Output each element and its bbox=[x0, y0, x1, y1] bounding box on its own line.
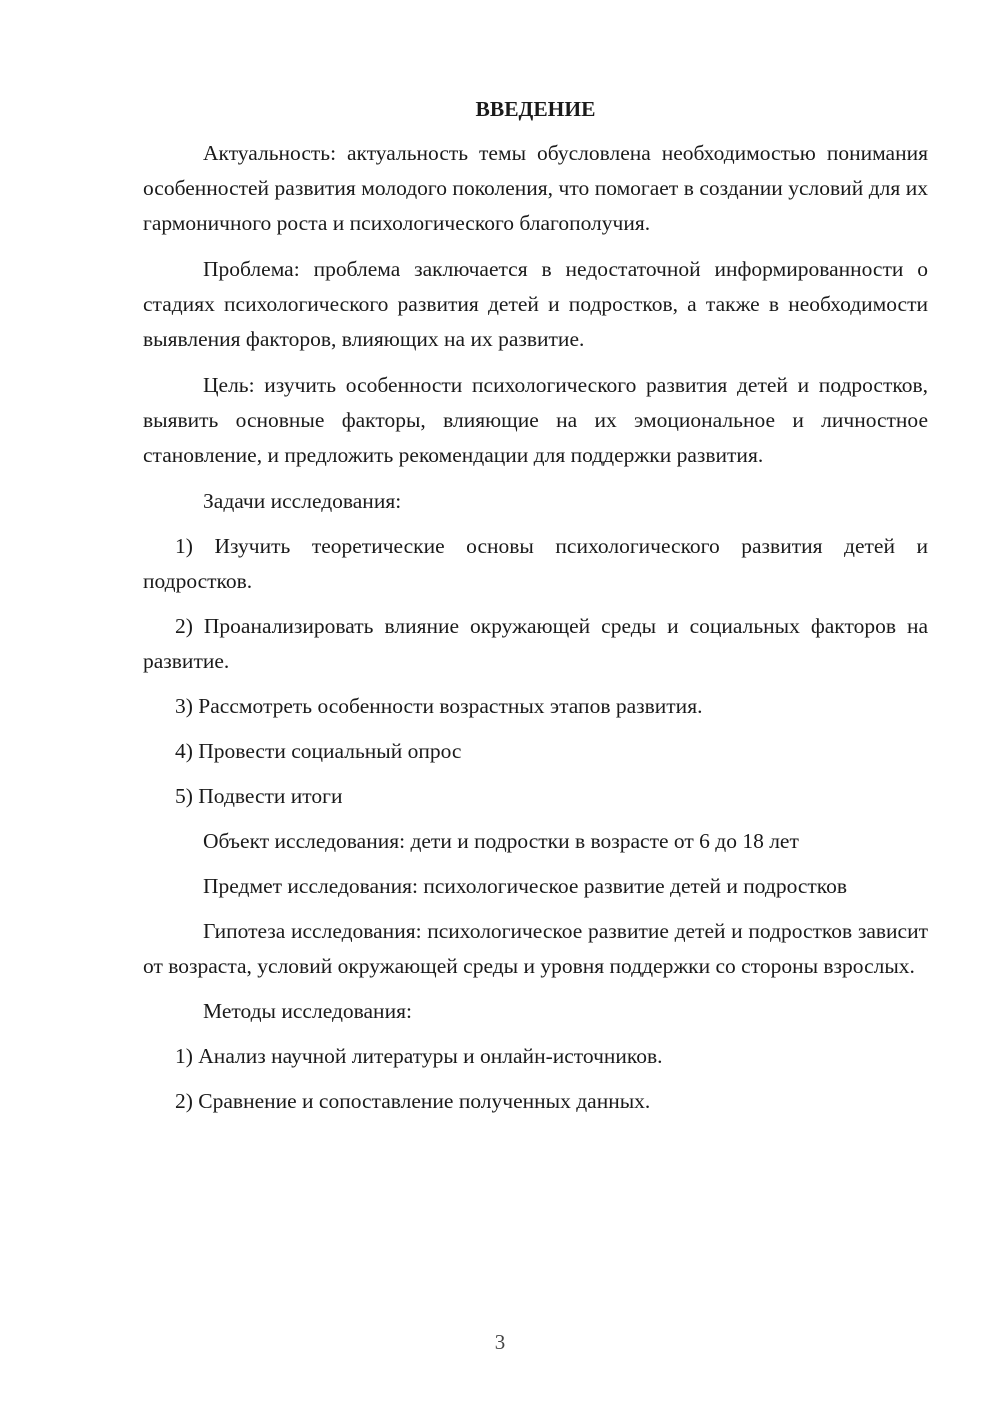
list-item: 2) Сравнение и сопоставление полученных данных. bbox=[175, 1089, 651, 1113]
paragraph-subject: Предмет исследования: психологическое развитие детей и подростков bbox=[203, 874, 848, 898]
list-item: 2) Проанализировать влияние окружающей среды и социальных факторов на развитие. bbox=[143, 614, 928, 673]
paragraph-hypothesis: Гипотеза исследования: психологическое развитие детей и подростков зависит от возраста, условий окружающей среды и уровня поддержки со стороны взрослых. bbox=[143, 919, 928, 978]
document-page bbox=[143, 92, 928, 1129]
list-item: 3) Рассмотреть особенности возрастных этапов развития. bbox=[175, 694, 703, 718]
paragraph-goal: Цель: изучить особенности психологического развития детей и подростков, выявить основные факторы, влияющие на их эмоциональное и личностное становление, и предложить рекомендации для поддержки развития. bbox=[143, 373, 928, 467]
section-title: ВВЕДЕНИЕ bbox=[475, 97, 596, 121]
methods-list bbox=[143, 1039, 928, 1119]
list-item: 1) Анализ научной литературы и онлайн-источников. bbox=[175, 1044, 663, 1068]
methods-heading: Методы исследования: bbox=[203, 999, 412, 1023]
list-item: 5) Подвести итоги bbox=[175, 784, 343, 808]
tasks-list bbox=[143, 529, 928, 814]
paragraph-problem: Проблема: проблема заключается в недостаточной информированности о стадиях психологического развития детей и подростков, а также в необходимости выявления факторов, влияющих на их развитие. bbox=[143, 257, 928, 351]
list-item: 1) Изучить теоретические основы психологического развития детей и подростков. bbox=[143, 534, 928, 593]
page-number: 3 bbox=[494, 1330, 506, 1354]
list-item: 4) Провести социальный опрос bbox=[175, 739, 462, 763]
paragraph-object: Объект исследования: дети и подростки в возрасте от 6 до 18 лет bbox=[203, 829, 799, 853]
tasks-heading: Задачи исследования: bbox=[203, 489, 402, 513]
paragraph-relevance: Актуальность: актуальность темы обусловлена необходимостью понимания особенностей развития молодого поколения, что помогает в создании условий для их гармоничного роста и психологического благополучия. bbox=[143, 141, 928, 235]
